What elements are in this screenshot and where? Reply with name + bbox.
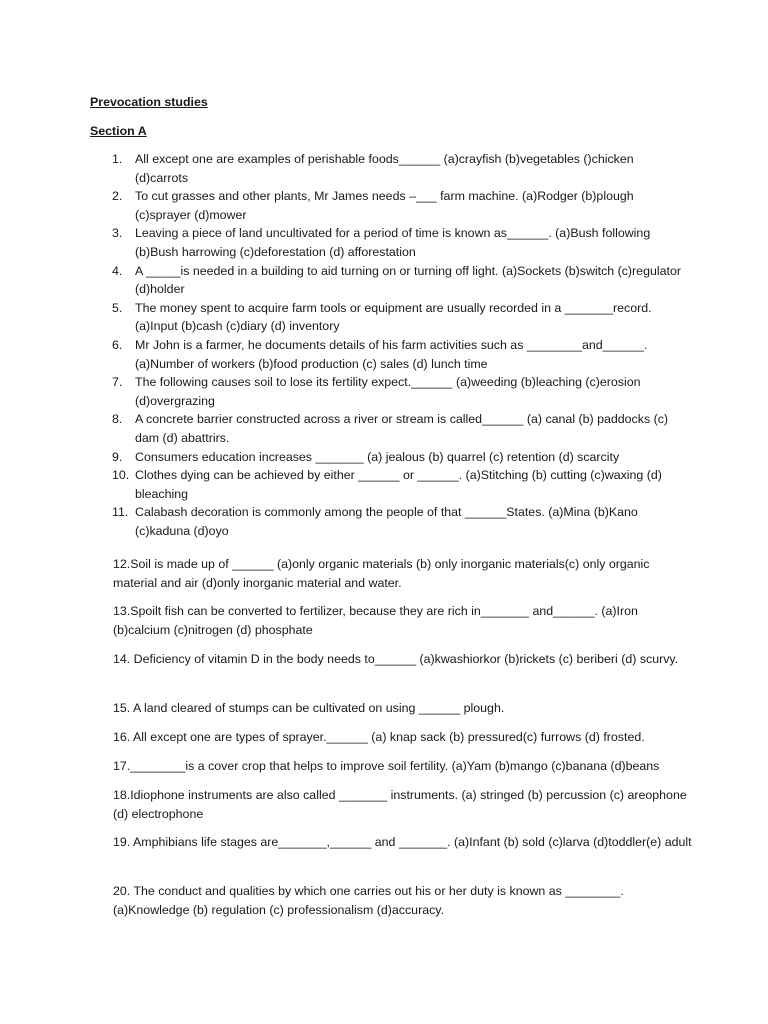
question-paragraph: 20. The conduct and qualities by which one carries out his or her duty is known as ________. (a)Knowledge (b) regulation (c) professionalism (d)accuracy.	[113, 884, 624, 917]
question-paragraph: 12.Soil is made up of ______ (a)only organic materials (b) only inorganic materials(c) only organic material and air (d)only inorganic material and water.	[113, 557, 650, 590]
question-number: 3.	[112, 226, 123, 241]
question-number: 6.	[112, 337, 123, 352]
question-item	[90, 299, 690, 336]
question-paragraph: 18.Idiophone instruments are also called _______ instruments. (a) stringed (b) percussion (c) areophone (d) electrophone	[113, 788, 687, 821]
question-number: 8.	[112, 412, 123, 427]
question-paragraph: 17.________is a cover crop that helps to improve soil fertility. (a)Yam (b)mango (c)banana (d)beans	[113, 759, 660, 773]
question-item	[90, 466, 690, 503]
question-item	[90, 224, 690, 261]
question-item	[90, 503, 690, 540]
question-number: 5.	[112, 300, 123, 315]
question-text: A concrete barrier constructed across a river or stream is called______ (a) canal (b) paddocks (c) dam (d) abattrirs.	[135, 412, 669, 445]
question-paragraph: 15. A land cleared of stumps can be cultivated on using ______ plough.	[113, 701, 505, 715]
question-number: 9.	[112, 449, 123, 464]
numbered-question-list	[90, 150, 690, 540]
question-item	[90, 150, 690, 187]
question-text: Mr John is a farmer, he documents details of his farm activities such as ________and______. (a)Number of workers (b)food production (c) sales (d) lunch time	[135, 337, 648, 371]
question-text: Clothes dying can be achieved by either ______ or ______. (a)Stitching (b) cutting (c)waxing (d) bleaching	[135, 468, 662, 501]
question-item	[90, 448, 690, 467]
question-number: 2.	[112, 189, 123, 204]
question-text: The money spent to acquire farm tools or equipment are usually recorded in a _______record. (a)Input (b)cash (c)diary (d) inventory	[135, 300, 652, 334]
question-number: 4.	[112, 263, 123, 278]
question-number: 1.	[112, 152, 123, 166]
question-text: Calabash decoration is commonly among the people of that ______States. (a)Mina (b)Kano (c)kaduna (d)oyo	[135, 505, 638, 538]
question-number: 7.	[112, 375, 123, 390]
question-item	[90, 262, 690, 299]
question-item	[90, 187, 690, 224]
question-paragraph: 14. Deficiency of vitamin D in the body needs to______ (a)kwashiorkor (b)rickets (c) beriberi (d) scurvy.	[113, 652, 679, 666]
question-text: The following causes soil to lose its fertility expect.______ (a)weeding (b)leaching (c)erosion (d)overgrazing	[135, 375, 641, 408]
question-item	[90, 410, 690, 447]
question-text: To cut grasses and other plants, Mr James needs –___ farm machine. (a)Rodger (b)plough (c)sprayer (d)mower	[135, 189, 634, 222]
question-text: Leaving a piece of land uncultivated for a period of time is known as______. (a)Bush following (b)Bush harrowing (c)deforestation (d) afforestation	[135, 226, 651, 259]
question-item	[90, 373, 690, 410]
document-title: Prevocation studies	[90, 95, 208, 109]
question-paragraph: 16. All except one are types of sprayer.______ (a) knap sack (b) pressured(c) furrows (d) frosted.	[113, 730, 645, 744]
question-number: 10.	[112, 468, 130, 483]
question-text: All except one are examples of perishable foods______ (a)crayfish (b)vegetables ()chicken (d)carrots	[135, 152, 634, 185]
question-item	[90, 336, 690, 373]
question-paragraph: 13.Spoilt fish can be converted to fertilizer, because they are rich in_______ and______. (a)Iron (b)calcium (c)nitrogen (d) phosphate	[113, 604, 638, 637]
question-paragraph: 19. Amphibians life stages are_______,______ and _______. (a)Infant (b) sold (c)larva (d)toddler(e) adult	[113, 835, 692, 849]
section-heading: Section A	[90, 124, 147, 138]
question-text: Consumers education increases _______ (a) jealous (b) quarrel (c) retention (d) scarcity	[135, 449, 620, 464]
question-number: 11.	[112, 505, 129, 520]
question-text: A _____is needed in a building to aid turning on or turning off light. (a)Sockets (b)switch (c)regulator (d)holder	[135, 263, 681, 297]
